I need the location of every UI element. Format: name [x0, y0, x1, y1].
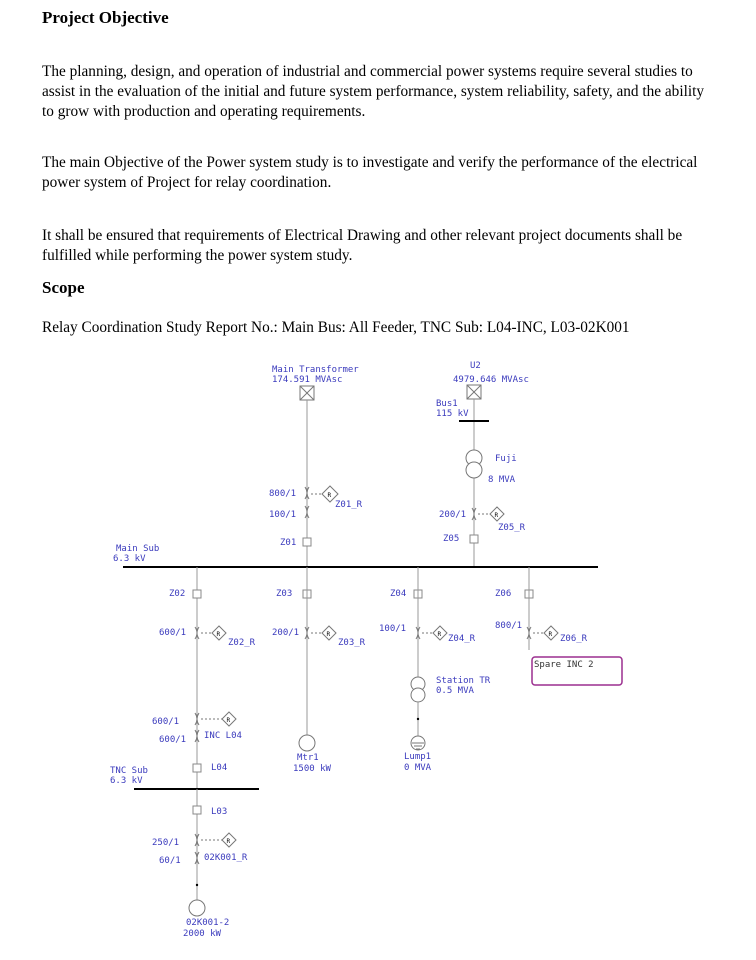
- z05-relay-label: Z05_R: [498, 523, 526, 533]
- l03-relay-icon: [222, 833, 236, 847]
- svg-text:R: R: [326, 631, 331, 638]
- z01-ct2-ratio: 100/1: [269, 510, 297, 520]
- z02-breaker: [193, 590, 201, 598]
- l03-relay-label: 02K001_R: [204, 853, 248, 863]
- z04-ct-ratio: 100/1: [379, 624, 407, 634]
- main-transformer-label: Main Transformer: [272, 365, 359, 375]
- z04-relay-icon: [433, 626, 447, 640]
- fuji-transformer-icon: [466, 450, 482, 478]
- z01-breaker-label: Z01: [280, 538, 297, 548]
- l03-ct2-ratio: 60/1: [159, 856, 181, 866]
- station-tr-label: Station TR: [436, 676, 491, 686]
- z02-ct-ratio: 600/1: [159, 628, 187, 638]
- z04-relay-label: Z04_R: [448, 634, 476, 644]
- fuji-rating: 8 MVA: [488, 475, 516, 485]
- z03-breaker-label: Z03: [276, 589, 293, 599]
- svg-text:R: R: [437, 631, 442, 638]
- inc-l04-ct1-ratio: 600/1: [152, 717, 180, 727]
- z05-ct-ratio: 200/1: [439, 510, 467, 520]
- z02-breaker-label: Z02: [169, 589, 186, 599]
- svg-text:R: R: [327, 492, 332, 499]
- z01-ct1-ratio: 800/1: [269, 489, 297, 499]
- lump1-rating: 0 MVA: [404, 763, 432, 773]
- station-tr-rating: 0.5 MVA: [436, 686, 474, 696]
- station-tr-transformer-icon: [411, 677, 425, 702]
- lump1-label: Lump1: [404, 752, 432, 762]
- main-transformer-source-icon: [300, 386, 314, 400]
- scope-text: Relay Coordination Study Report No.: Main Bus: All Feeder, TNC Sub: L04-INC, L03-02K001: [42, 319, 630, 336]
- bus1-voltage: 115 kV: [436, 409, 469, 419]
- mtr1-rating: 1500 kW: [293, 764, 331, 774]
- paragraph-2: The main Objective of the Power system study is to investigate and verify the performance of the electrical power system of Project for relay coordination.: [42, 154, 698, 191]
- paragraph-1: The planning, design, and operation of industrial and commercial power systems require several studies to assist in the evaluation of the initial and future system performance, system reliability, safety, and the ability to grow with production and operating requirements.: [42, 63, 704, 120]
- main-sub-label: Main Sub: [116, 544, 160, 554]
- lump1-load-icon: [411, 736, 425, 750]
- svg-text:R: R: [226, 717, 231, 724]
- single-line-diagram: [0, 345, 756, 945]
- motor-02k001-rating: 2000 kW: [183, 929, 221, 939]
- z01-relay-label: Z01_R: [335, 500, 363, 510]
- z03-relay-icon: [322, 626, 336, 640]
- inc-l04-ct2-ratio: 600/1: [159, 735, 187, 745]
- mtr1-motor-icon: [299, 735, 315, 751]
- mtr1-label: Mtr1: [297, 753, 319, 763]
- main-sub-voltage: 6.3 kV: [113, 554, 146, 564]
- tnc-sub-label: TNC Sub: [110, 766, 148, 776]
- svg-text:R: R: [494, 512, 499, 519]
- z02-relay-icon: [212, 626, 226, 640]
- inc-l04-relay-label: INC L04: [204, 731, 242, 741]
- z01-breaker: [303, 538, 311, 546]
- z06-breaker-label: Z06: [495, 589, 512, 599]
- z03-relay-label: Z03_R: [338, 638, 366, 648]
- z04-breaker-label: Z04: [390, 589, 407, 599]
- z05-relay-icon: [490, 507, 504, 521]
- svg-text:R: R: [216, 631, 221, 638]
- l03-breaker: [193, 806, 201, 814]
- svg-text:R: R: [548, 631, 553, 638]
- page-title: Project Objective: [42, 8, 169, 27]
- utility-label: U2: [470, 361, 481, 371]
- l04-breaker: [193, 764, 201, 772]
- tnc-sub-voltage: 6.3 kV: [110, 776, 143, 786]
- z06-ct-ratio: 800/1: [495, 621, 523, 631]
- l04-breaker-label: L04: [211, 763, 228, 773]
- z05-breaker: [470, 535, 478, 543]
- z02-relay-label: Z02_R: [228, 638, 256, 648]
- z05-breaker-label: Z05: [443, 534, 460, 544]
- fuji-label: Fuji: [495, 454, 517, 464]
- z03-ct-ratio: 200/1: [272, 628, 300, 638]
- motor-02k001-icon: [189, 900, 205, 916]
- bus1-label: Bus1: [436, 399, 458, 409]
- motor-02k001-label: 02K001-2: [186, 918, 230, 928]
- scope-heading: Scope: [42, 278, 85, 297]
- spare-inc-2-label: Spare INC 2: [534, 660, 594, 670]
- z06-relay-icon: [544, 626, 558, 640]
- utility-rating: 4979.646 MVAsc: [453, 375, 529, 385]
- l03-ct1-ratio: 250/1: [152, 838, 180, 848]
- svg-text:R: R: [226, 838, 231, 845]
- paragraph-3: It shall be ensured that requirements of Electrical Drawing and other relevant project documents shall be fulfilled while performing the power system study.: [42, 227, 683, 264]
- utility-source-icon: [467, 385, 481, 399]
- inc-l04-relay-icon: [222, 712, 236, 726]
- l03-breaker-label: L03: [211, 807, 228, 817]
- main-transformer-rating: 174.591 MVAsc: [272, 375, 343, 385]
- z06-relay-label: Z06_R: [560, 634, 588, 644]
